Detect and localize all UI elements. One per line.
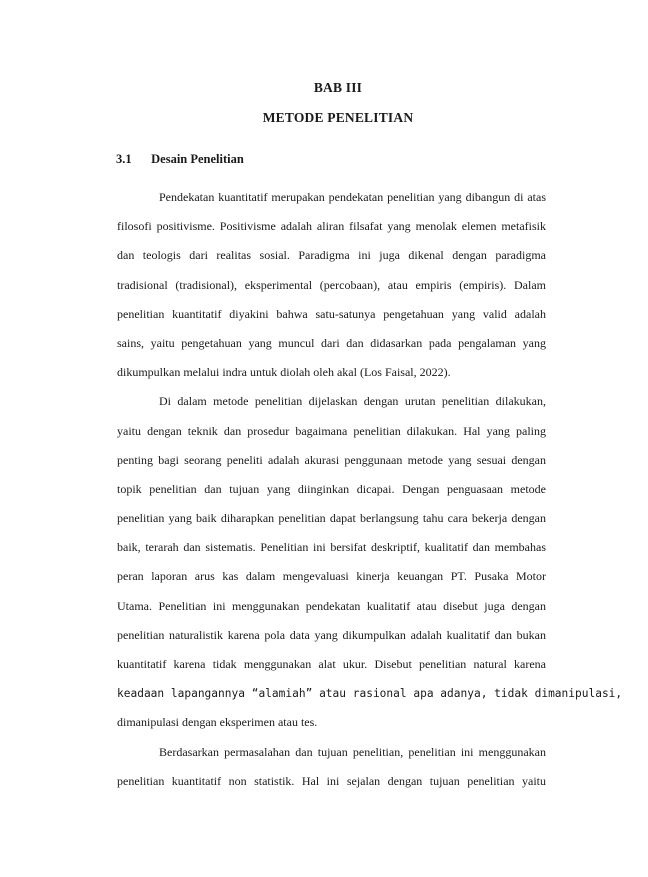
paragraph-line: penelitian kuantitatif diyakini bahwa satu-satunya pengetahuan yang valid adalah: [117, 306, 546, 321]
chapter-number: BAB III: [313, 80, 363, 95]
paragraph-line: peran laporan arus kas dalam mengevaluasi kinerja keuangan PT. Pusaka Motor: [117, 569, 546, 584]
paragraph-line: dimanipulasi dengan eksperimen atau tes.: [117, 715, 318, 730]
body-text: [117, 183, 623, 796]
section-heading: [116, 152, 244, 167]
paragraph-line: filosofi positivisme. Positivisme adalah aliran filsafat yang menolak elemen metafisik: [117, 219, 546, 234]
paragraph-line: kuantitatif karena tidak menggunakan alat ukur. Disebut penelitian natural karena: [117, 657, 546, 671]
paragraph-line: sains, yaitu pengetahuan yang muncul dari dan didasarkan pada pengalaman yang: [117, 335, 546, 350]
paragraph-line: Berdasarkan permasalahan dan tujuan penelitian, penelitian ini menggunakan: [159, 744, 546, 759]
chapter-title: METODE PENELITIAN: [262, 110, 414, 125]
paragraph-line: Pendekatan kuantitatif merupakan pendekatan penelitian yang dibangun di atas: [159, 190, 546, 204]
paragraph-line: penelitian naturalistik karena pola data yang dikumpulkan adalah kualitatif dan bukan: [117, 627, 546, 642]
paragraph-line: penting bagi seorang peneliti adalah akurasi penggunaan metode yang sesuai dengan: [117, 452, 546, 467]
paragraph-line: baik, terarah dan sistematis. Penelitian ini bersifat deskriptif, kualitatif dan membahas: [117, 540, 546, 555]
paragraph-line: keadaan lapangannya “alamiah” atau rasional apa adanya, tidak dimanipulasi,: [117, 687, 623, 701]
paragraph-line: topik penelitian dan tujuan yang diinginkan dicapai. Dengan penguasaan metode: [117, 481, 546, 496]
paragraph-line: penelitian kuantitatif non statistik. Hal ini sejalan dengan tujuan penelitian yaitu: [117, 773, 546, 788]
paragraph-line: dan teologis dari realitas sosial. Paradigma ini juga dikenal dengan paradigma: [117, 248, 546, 263]
paragraph-line: penelitian yang baik diharapkan penelitian dapat berlangsung tahu cara bekerja dengan: [117, 511, 546, 526]
paragraph-line: Utama. Penelitian ini menggunakan pendekatan kualitatif atau disebut juga dengan: [117, 598, 546, 613]
paragraph-line: yaitu dengan teknik dan prosedur bagaimana penelitian dilakukan. Hal yang paling: [117, 423, 546, 438]
section-number: 3.1: [116, 152, 132, 166]
paragraph-line: Di dalam metode penelitian dijelaskan dengan urutan penelitian dilakukan,: [159, 394, 546, 409]
paragraph-line: tradisional (tradisional), eksperimental (percobaan), atau empiris (empiris). Dalam: [117, 277, 546, 292]
paragraph-line: dikumpulkan melalui indra untuk diolah oleh akal (Los Faisal, 2022).: [117, 365, 451, 380]
section-title: Desain Penelitian: [151, 152, 244, 166]
